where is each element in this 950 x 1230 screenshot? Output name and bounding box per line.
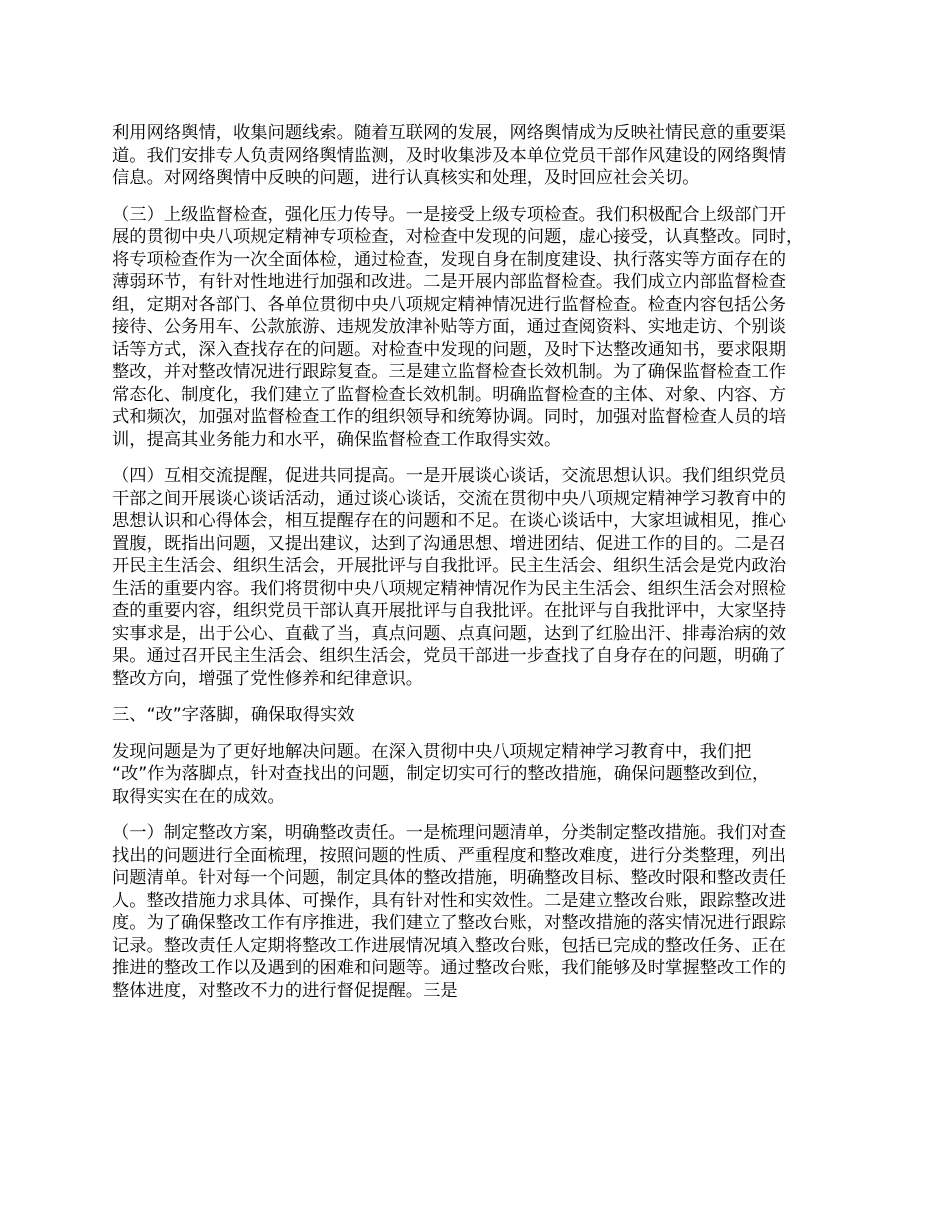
paragraph-online-opinion (112, 122, 854, 190)
text-line: 找出的问题进行全面梳理，按照问题的性质、严重程度和整改难度，进行分类整理，列出 (112, 845, 786, 866)
section-heading-3 (112, 704, 854, 727)
text-line: 实事求是，出于公心、直截了当，真点问题、点真问题，达到了红脸出汗、排毒治病的效 (112, 623, 786, 644)
text-line: 发现问题是为了更好地解决问题。在深入贯彻中央八项规定精神学习教育中，我们把 (112, 741, 752, 762)
text-line: 果。通过召开民主生活会、组织生活会，党员干部进一步查找了自身存在的问题，明确了 (112, 646, 786, 666)
text-line: 查的重要内容，组织党员干部认真开展批评与自我批评。在批评与自我批评中，大家坚持 (112, 601, 786, 621)
text-line: 推进的整改工作以及遇到的困难和问题等。通过整改台账，我们能够及时掌握整改工作的 (112, 958, 786, 978)
text-line: 整体进度，对整改不力的进行督促提醒。三是 (112, 980, 458, 1001)
text-line: （一）制定整改方案，明确整改责任。一是梳理问题清单，分类制定整改措施。我们对查 (112, 823, 786, 843)
text-line: 式和频次，加强对监督检查工作的组织领导和统筹协调。同时，加强对监督检查人员的培 (112, 407, 786, 427)
paragraph-section-4-exchange (112, 465, 854, 690)
text-line: 利用网络舆情，收集问题线索。随着互联网的发展，网络舆情成为反映社情民意的重要渠 (112, 123, 786, 143)
text-line: （三）上级监督检查，强化压力传导。一是接受上级专项检查。我们积极配合上级部门开 (112, 204, 786, 225)
paragraph-section-1-plan (112, 822, 854, 1002)
text-line: “改”作为落脚点，针对查找出的问题，制定切实可行的整改措施，确保问题整改到位， (112, 764, 770, 784)
text-line: 生活的重要内容。我们将贯彻中央八项规定精神情况作为民主生活会、组织生活会对照检 (112, 578, 786, 599)
text-line: 展的贯彻中央八项规定精神专项检查，对检查中发现的问题，虚心接受，认真整改。同时， (112, 227, 804, 247)
text-line: （四）互相交流提醒，促进共同提高。一是开展谈心谈话，交流思想认识。我们组织党员 (112, 466, 786, 486)
heading-text: 三、“改”字落脚，确保取得实效 (112, 705, 355, 725)
text-line: 开民主生活会、组织生活会，开展批评与自我批评。民主生活会、组织生活会是党内政治 (112, 556, 786, 576)
text-line: 干部之间开展谈心谈话活动，通过谈心谈话，交流在贯彻中央八项规定精神学习教育中的 (112, 488, 786, 509)
text-line: 道。我们安排专人负责网络舆情监测，及时收集涉及本单位党员干部作风建设的网络舆情 (112, 145, 786, 166)
text-line: 常态化、制度化，我们建立了监督检查长效机制。明确监督检查的主体、对象、内容、方 (112, 384, 786, 405)
text-line: 置腹，既指出问题，又提出建议，达到了沟通思想、增进团结、促进工作的目的。二是召 (112, 533, 786, 554)
text-line: 整改，并对整改情况进行跟踪复查。三是建立监督检查长效机制。为了确保监督检查工作 (112, 362, 786, 382)
text-line: 问题清单。针对每一个问题，制定具体的整改措施，明确整改目标、整改时限和整改责任 (112, 868, 786, 888)
text-line: 整改方向，增强了党性修养和纪律意识。 (112, 668, 424, 689)
text-line: 训，提高其业务能力和水平，确保监督检查工作取得实效。 (112, 429, 562, 450)
text-line: 思想认识和心得体会，相互提醒存在的问题和不足。在谈心谈话中，大家坦诚相见，推心 (112, 511, 786, 531)
document-body (112, 122, 854, 1016)
text-line: 话等方式，深入查找存在的问题。对检查中发现的问题，及时下达整改通知书，要求限期 (112, 339, 786, 360)
text-line: 组，定期对各部门、各单位贯彻中央八项规定精神情况进行监督检查。检查内容包括公务 (112, 294, 786, 315)
text-line: 将专项检查作为一次全面体检，通过检查，发现自身在制度建设、执行落实等方面存在的 (112, 249, 786, 270)
paragraph-rectification-intro (112, 741, 854, 809)
text-line: 度。为了确保整改工作有序推进，我们建立了整改台账，对整改措施的落实情况进行跟踪 (112, 913, 786, 933)
paragraph-section-3-supervision (112, 204, 854, 452)
text-line: 人。整改措施力求具体、可操作，具有针对性和实效性。二是建立整改台账，跟踪整改进 (112, 890, 786, 911)
text-line: 取得实实在在的成效。 (112, 786, 285, 807)
text-line: 信息。对网络舆情中反映的问题，进行认真核实和处理，及时回应社会关切。 (112, 168, 700, 188)
text-line: 记录。整改责任人定期将整改工作进展情况填入整改台账，包括已完成的整改任务、正在 (112, 935, 786, 956)
text-line: 薄弱环节，有针对性地进行加强和改进。二是开展内部监督检查。我们成立内部监督检查 (112, 272, 786, 292)
text-line: 接待、公务用车、公款旅游、违规发放津补贴等方面，通过查阅资料、实地走访、个别谈 (112, 317, 786, 337)
